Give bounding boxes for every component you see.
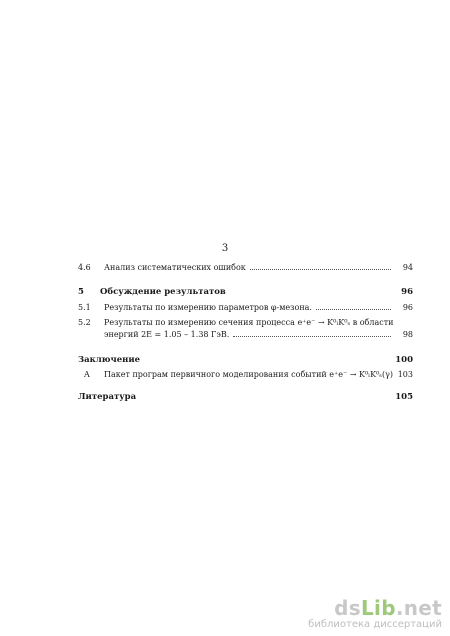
toc-entry-page: 100 <box>395 355 413 365</box>
leader-dots <box>316 308 391 310</box>
toc-entry-page: 96 <box>401 287 413 297</box>
toc-entry-number: 5.2 <box>78 318 91 327</box>
toc-entry-appendix-a <box>78 369 413 380</box>
toc-entry-conclusion <box>78 355 413 366</box>
toc-entry-title-line2: энергий 2E = 1.05 – 1.38 ГэВ. <box>104 330 230 339</box>
toc-entry-number: 4.6 <box>78 263 91 272</box>
toc-entry-title: Обсуждение результатов <box>100 287 226 297</box>
toc-entry-title: Результаты по измерению параметров φ-мезона. <box>104 303 312 312</box>
toc-entry-5-1 <box>78 302 413 313</box>
toc-entry-title: Анализ систематических ошибок <box>104 263 246 272</box>
watermark-subtitle: библиотека диссертаций <box>308 619 442 630</box>
toc-entry-page: 105 <box>395 392 413 402</box>
watermark <box>308 598 442 630</box>
toc-entry-page: 103 <box>397 370 413 379</box>
toc-entry-page: 94 <box>402 263 413 272</box>
toc-entry-number: A <box>84 370 90 379</box>
toc-entry-title: Пакет програм первичного моделирования событий e⁺e⁻ → K⁰ₗK⁰ₛ(γ) <box>104 370 393 379</box>
toc-entry-number: 5 <box>78 287 84 297</box>
leader-dots <box>233 335 391 337</box>
leader-dots <box>250 268 391 270</box>
toc-entry-number: 5.1 <box>78 303 91 312</box>
toc-entry-bibliography <box>78 392 413 403</box>
watermark-logo: dsLib.net <box>334 596 442 620</box>
toc-entry-5-2 <box>78 317 413 328</box>
toc-entry-4-6 <box>78 262 413 273</box>
page-number: 3 <box>221 243 229 254</box>
toc-entry-page: 96 <box>402 303 413 312</box>
toc-entry-title: Заключение <box>78 355 141 365</box>
toc-entry-page: 98 <box>402 330 413 339</box>
toc-entry-chapter-5 <box>78 287 413 298</box>
toc-entry-title: Литература <box>78 392 137 402</box>
toc-entry-5-2-cont <box>78 329 413 340</box>
toc-entry-title-line1: Результаты по измерению сечения процесса e⁺e⁻ → K⁰ₗK⁰ₛ в области <box>104 318 394 327</box>
